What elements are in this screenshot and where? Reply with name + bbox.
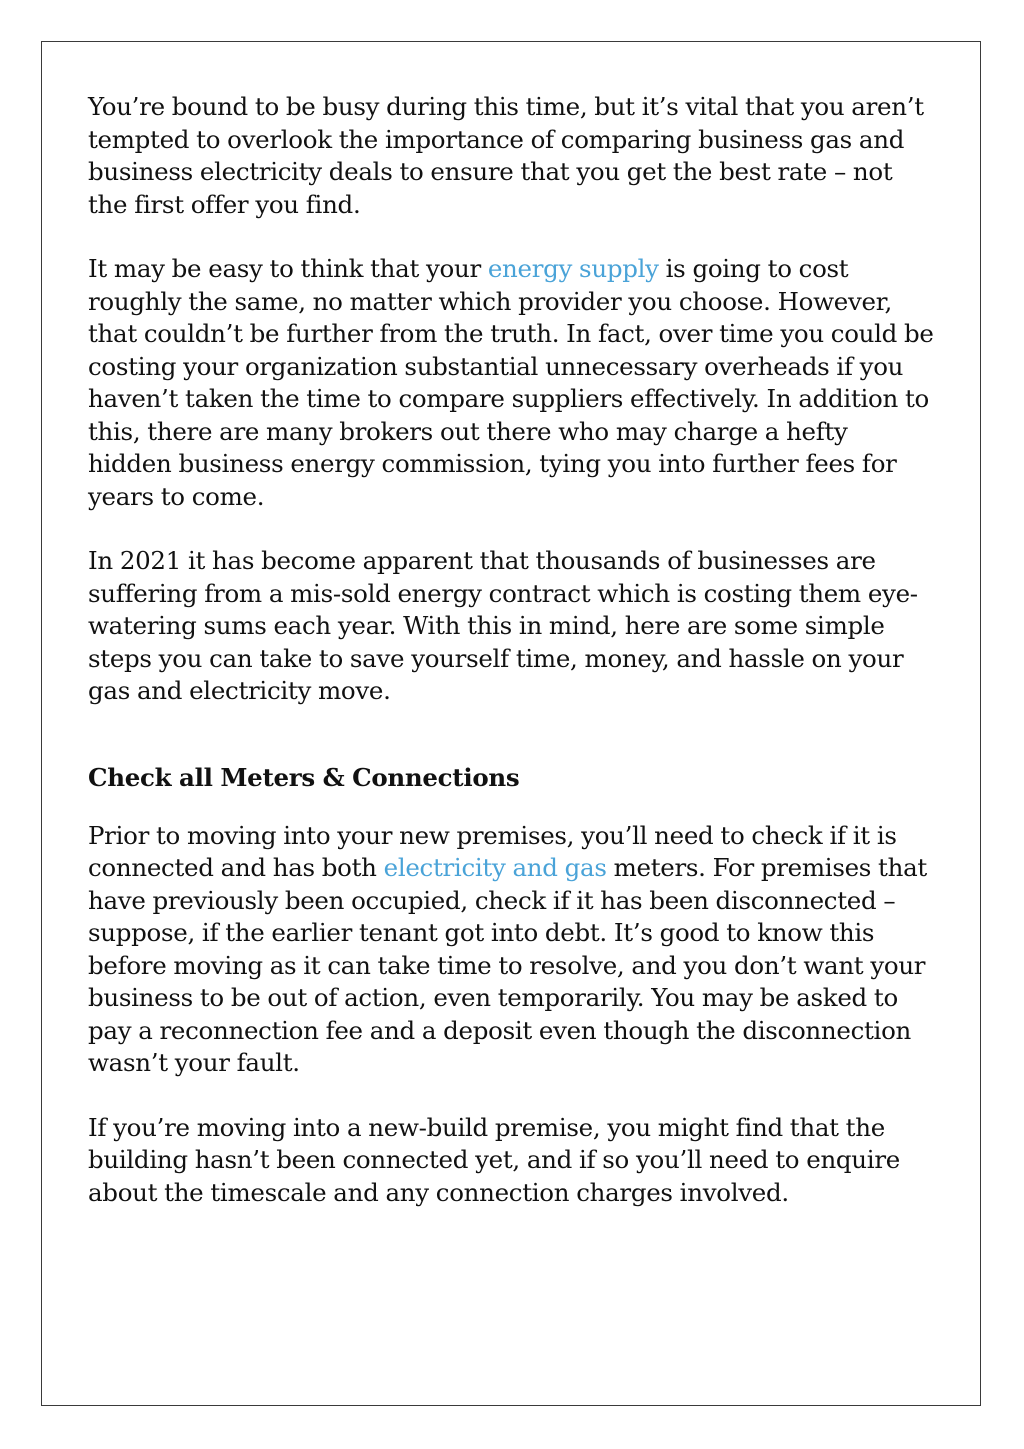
paragraph-text: It may be easy to think that your [88,254,488,283]
intro-paragraph: You’re bound to be busy during this time, but it’s vital that you aren’t tempted to overlook the importance of comparing business gas and business electricity deals to ensure that you get the best rate – not the first offer you find. [88,92,924,219]
section-heading: Check all Meters & Connections [88,762,520,792]
new-build-paragraph: If you’re moving into a new-build premise, you might find that the building hasn’t been connected yet, and if so you’ll need to enquire about the timescale and any connection charges involved. [88,1112,900,1207]
electricity-and-gas-link[interactable]: electricity and gas [383,853,607,882]
meters-paragraph [88,820,938,1080]
paragraph-text: Prior to moving into your new premises, you’ll need to check if it is connected and has both [88,820,897,882]
mis-sold-contract-paragraph: In 2021 it has become apparent that thousands of businesses are suffering from a mis-sold energy contract which is costing them eye-watering sums each year. With this in mind, here are some simple steps you can take to save yourself time, money, and hassle on your gas and electricity move. [88,546,918,705]
document-body [88,91,938,1209]
energy-supply-link[interactable]: energy supply [487,254,659,283]
energy-supply-paragraph [88,253,938,513]
paragraph-text: meters. For premises that have previously been occupied, check if it has been disconnected – suppose, if the earlier tenant got into debt. It’s good to know this before moving as it can take time to resolve, and you don’t want your business to be out of action, even temporarily. You may be asked to pay a reconnection fee and a deposit even though the disconnection wasn’t your fault. [88,853,927,1077]
paragraph-text: is going to cost roughly the same, no matter which provider you choose. However, that couldn’t be further from the truth. In fact, over time you could be costing your organization substantial unnecessary overheads if you haven’t taken the time to compare suppliers effectively. In addition to this, there are many brokers out there who may charge a hefty hidden business energy commission, tying you into further fees for years to come. [88,254,934,511]
